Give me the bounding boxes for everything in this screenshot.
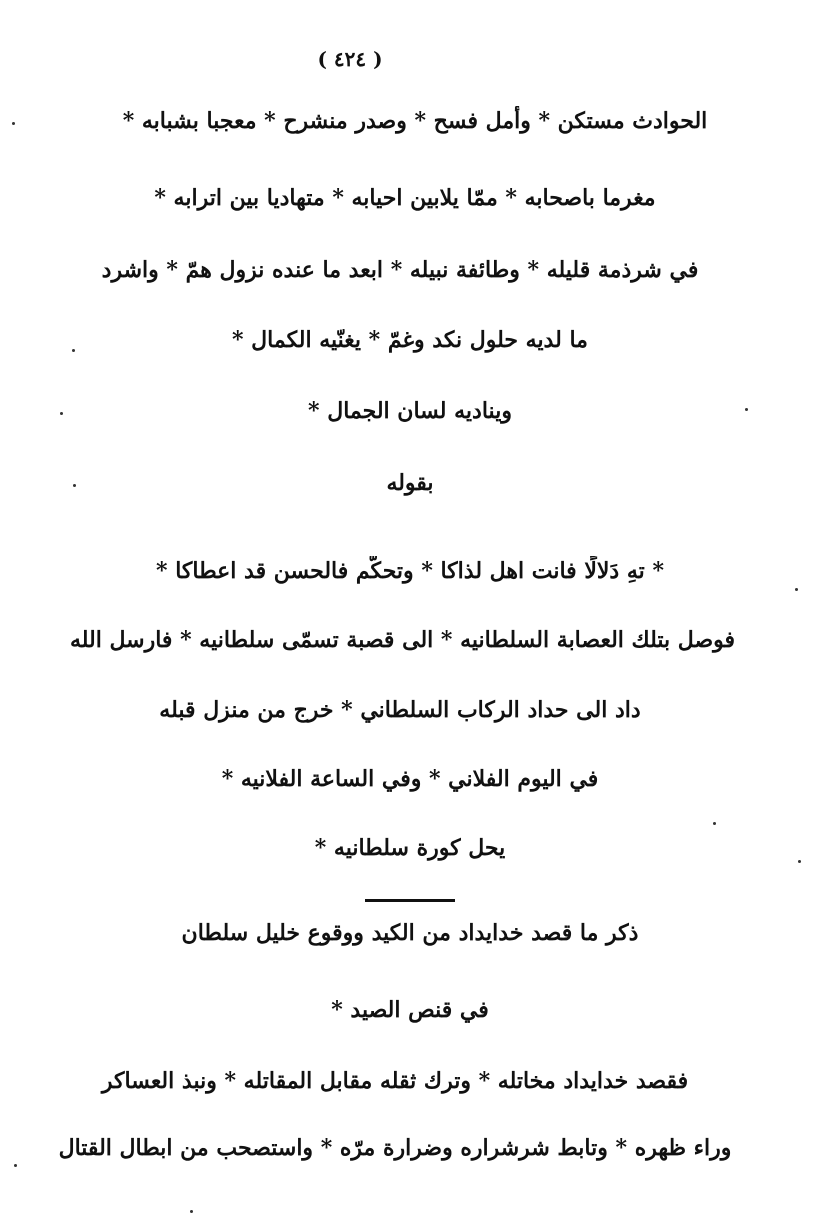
text-line-6: فوصل بتلك العصابة السلطانيه * الى قصبة تسمّى سلطانيه * فارسل الله (69, 627, 736, 653)
scan-speck (798, 860, 801, 863)
chapter-heading-line-1: ذكر ما قصد خدايداد من الكيد ووقوع خليل سلطان (181, 920, 639, 946)
verse-line: * تهِ دَلالًا فانت اهل لذاكا * وتحكّم فالحسن قد اعطاكا * (156, 558, 664, 584)
scan-speck (713, 822, 716, 825)
section-heading-bqawlh: بقوله (386, 470, 434, 496)
scan-speck (14, 1164, 17, 1167)
text-line-4: ما لديه حلول نكد وغمّ * يغنّيه الكمال * (232, 327, 588, 353)
text-line-9: يحل كورة سلطانيه * (314, 835, 506, 861)
text-line-5: ويناديه لسان الجمال * (308, 398, 512, 424)
text-line-2: مغرما باصحابه * ممّا يلابين احيابه * متهاديا بين اترابه * (154, 185, 656, 211)
scan-speck (12, 122, 15, 125)
scan-speck (795, 588, 798, 591)
text-line-3: في شرذمة قليله * وطائفة نبيله * ابعد ما عنده نزول همّ * واشرد (101, 257, 699, 283)
text-line-7: داد الى حداد الركاب السلطاني * خرج من منزل قبله (159, 697, 641, 723)
divider-rule (365, 899, 455, 902)
page-number: ( ٤٢٤ ) (317, 47, 383, 71)
text-line-1: الحوادث مستكن * وأمل فسح * وصدر منشرح * معجبا بشبابه * (122, 108, 708, 134)
text-line-8: في اليوم الفلاني * وفي الساعة الفلانيه * (221, 766, 599, 792)
text-line-10: فقصد خدايداد مخاتله * وترك ثقله مقابل المقاتله * ونبذ العساكر (101, 1068, 689, 1094)
scan-speck (60, 412, 63, 415)
scan-speck (73, 484, 76, 487)
scan-speck (72, 349, 75, 352)
text-line-11: وراء ظهره * وتابط شرشراره وضرارة مرّه * واستصحب من ابطال القتال (58, 1135, 732, 1161)
scan-speck (190, 1210, 193, 1213)
chapter-heading-line-2: في قنص الصيد * (331, 997, 489, 1023)
scan-speck (745, 408, 748, 411)
